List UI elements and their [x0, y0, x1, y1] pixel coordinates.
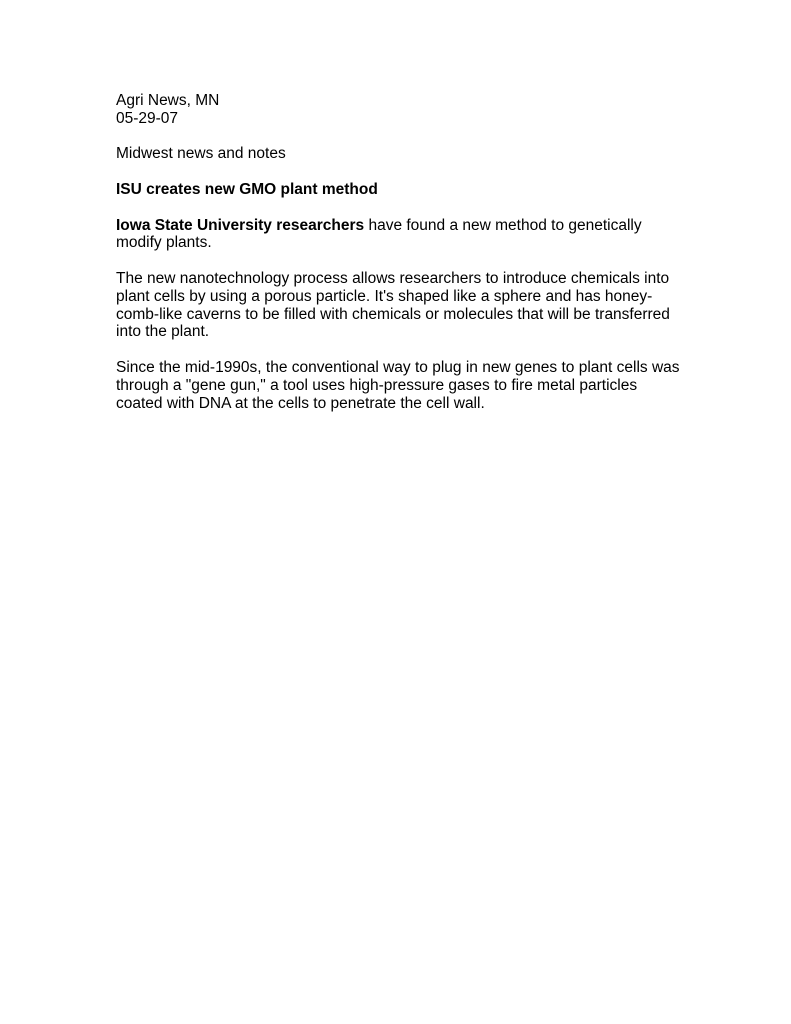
article-paragraph-3: Since the mid-1990s, the conventional way to plug in new genes to plant cells was through a "gene gun," a tool uses high-pressure gases to fire metal particles coated with DNA at the cells to penetrate the cell wall.	[116, 358, 680, 412]
paragraph-lead: Iowa State University researchers	[116, 216, 365, 234]
publication-date: 05-29-07	[116, 109, 179, 127]
paragraph-text: have found a new method to genetically modify plants.	[116, 216, 642, 252]
article-headline: ISU creates new GMO plant method	[116, 180, 378, 198]
document-page	[116, 92, 686, 430]
section-title: Midwest news and notes	[116, 145, 286, 163]
article-paragraph-1	[116, 217, 686, 253]
source-block	[116, 92, 686, 128]
publication-name: Agri News, MN	[116, 92, 220, 109]
article-paragraph-2: The new nanotechnology process allows researchers to introduce chemicals into plant cells by using a porous particle. It's shaped like a sphere and has honey-comb-like caverns to be filled with chemicals or molecules that will be transferred into the plant.	[116, 269, 670, 341]
